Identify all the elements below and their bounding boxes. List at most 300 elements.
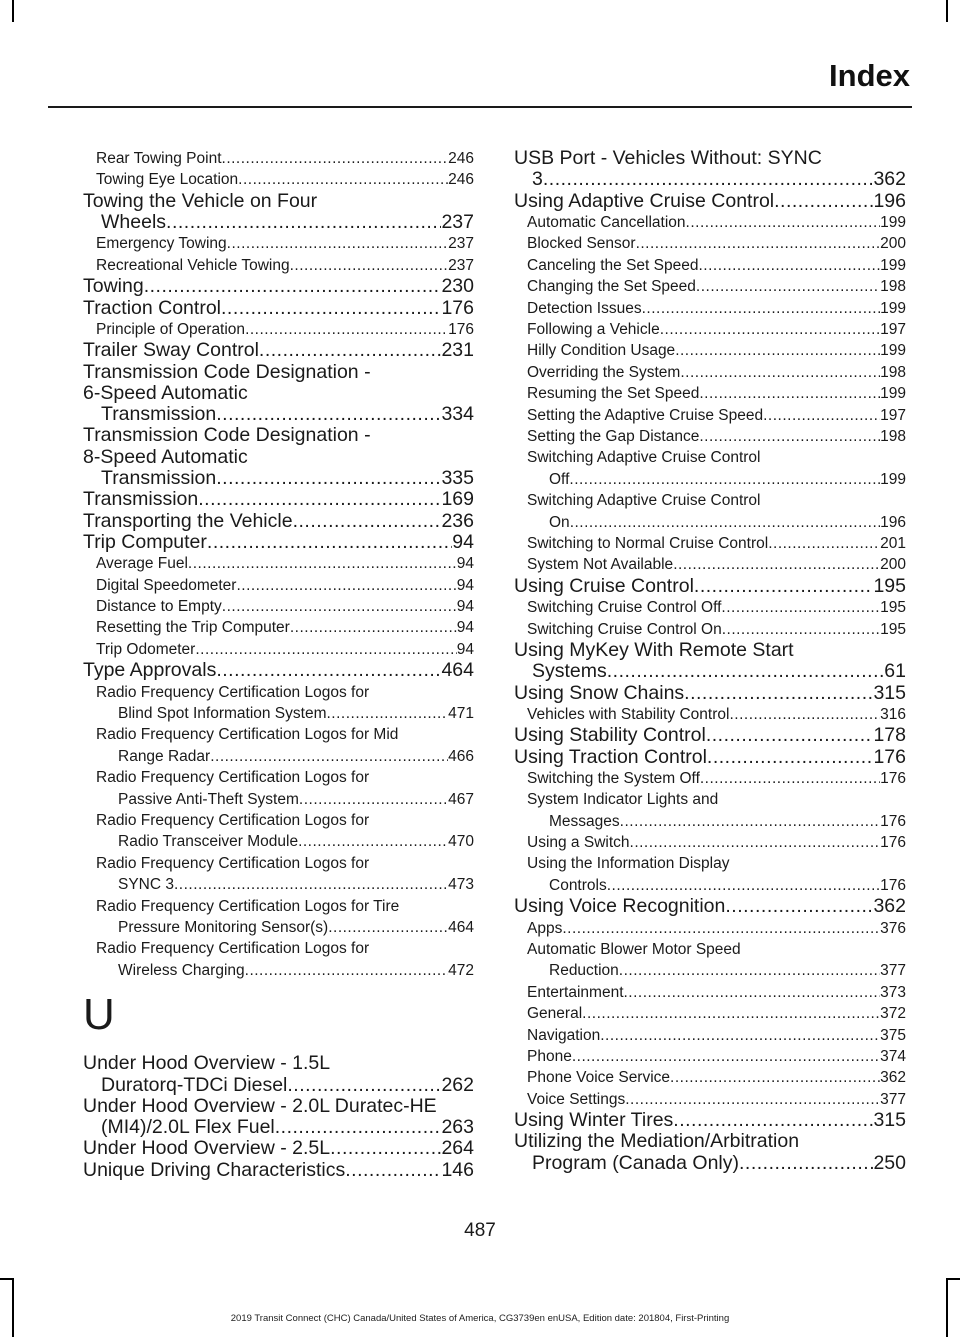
dot-leader (670, 1067, 880, 1088)
entry-label: Following a Vehicle (527, 320, 660, 338)
entry-page-number: 372 (880, 1005, 906, 1023)
dot-leader (624, 982, 881, 1003)
entry-line (514, 1110, 906, 1131)
entry-page-number: 237 (441, 211, 474, 234)
entry-page-number: 334 (441, 403, 474, 426)
entry-line (527, 426, 906, 447)
dot-leader (707, 747, 874, 768)
entry-label: Using Cruise Control (514, 574, 694, 597)
index-subentry (83, 938, 474, 981)
index-subentry (514, 704, 906, 725)
dot-leader (216, 468, 441, 489)
entry-page-number: 200 (880, 235, 906, 253)
entry-label-line: Under Hood Overview - 1.5L (83, 1052, 331, 1075)
index-subentry (514, 597, 906, 618)
entry-page-number: 236 (441, 509, 474, 532)
dot-leader (259, 340, 442, 361)
entry-label: Rear Towing Point (96, 150, 222, 167)
entry-line (527, 1089, 906, 1110)
entry-label: Switching Cruise Control On (527, 620, 722, 638)
entry-page-number: 237 (448, 235, 474, 253)
index-subentry (83, 169, 474, 190)
entry-line (83, 489, 474, 510)
entry-page-number: 196 (873, 189, 906, 212)
entry-line (527, 1067, 906, 1088)
crop-mark-bottom-right-h (946, 1278, 960, 1280)
entry-page-number: 94 (452, 530, 474, 553)
dot-leader (221, 298, 441, 319)
index-subentry (83, 575, 474, 596)
dot-leader (227, 233, 448, 254)
dot-leader (569, 469, 880, 490)
dot-leader (195, 639, 456, 660)
entry-page-number: 374 (880, 1047, 906, 1065)
entry-page-number: 199 (880, 256, 906, 274)
index-entry (514, 683, 906, 704)
index-entry (83, 1053, 474, 1096)
entry-page-number: 94 (456, 619, 474, 637)
dot-leader (739, 1153, 873, 1174)
entry-label: General (527, 1005, 583, 1023)
entry-page-number: 362 (873, 168, 906, 191)
dot-leader (673, 1110, 873, 1131)
entry-label-line: Switching Adaptive Cruise Control (527, 492, 761, 510)
index-entry (514, 896, 906, 917)
entry-page-number: 176 (880, 769, 906, 787)
entry-label: Phone (527, 1047, 572, 1065)
entry-label-line: 8-Speed Automatic (83, 445, 248, 468)
entry-page-number: 246 (448, 150, 474, 167)
index-entry (83, 191, 474, 234)
entry-page-number: 176 (448, 320, 474, 338)
entry-label: System Not Available (527, 556, 674, 574)
entry-line (514, 661, 906, 682)
entry-line (527, 233, 906, 254)
section-letter: U (83, 990, 115, 1040)
index-subentry (83, 724, 474, 767)
dot-leader (245, 960, 448, 981)
entry-label: Changing the Set Speed (527, 278, 696, 296)
entry-line (514, 576, 906, 597)
entry-line (96, 746, 474, 767)
entry-page-number: 201 (880, 534, 906, 552)
dot-leader (222, 148, 449, 169)
entry-label: Switching the System Off (527, 769, 700, 787)
entry-label: Reduction (549, 962, 619, 980)
dot-leader (582, 1003, 880, 1024)
index-entry (83, 1160, 474, 1181)
entry-label: Under Hood Overview - 2.5L (83, 1137, 331, 1160)
entry-label: Resuming the Set Speed (527, 385, 700, 403)
index-subentry (83, 553, 474, 574)
dot-leader (660, 319, 880, 340)
crop-mark-bottom-left (12, 1278, 14, 1337)
index-subentry (514, 768, 906, 789)
entry-line (527, 340, 906, 361)
entry-page-number: 195 (880, 620, 906, 638)
entry-line (96, 553, 474, 574)
dot-leader (725, 896, 873, 917)
dot-leader (694, 576, 874, 597)
entry-line (83, 1160, 474, 1181)
entry-label: Passive Anti-Theft System (118, 790, 299, 808)
entry-label: Type Approvals (83, 659, 217, 682)
entry-page-number: 94 (456, 640, 474, 658)
entry-line (96, 575, 474, 596)
entry-page-number: 199 (880, 299, 906, 317)
entry-label-line: Radio Frequency Certification Logos for (96, 854, 370, 872)
entry-line (527, 1003, 906, 1024)
index-entry (514, 1110, 906, 1131)
entry-label: Average Fuel (96, 555, 188, 573)
crop-mark-bottom-right (946, 1278, 948, 1337)
entry-label: Using Snow Chains (514, 681, 685, 704)
entry-label: Duratorq-TDCi Diesel (101, 1073, 288, 1096)
index-entry (83, 362, 474, 426)
entry-label: Emergency Towing (96, 235, 227, 253)
dot-leader (675, 340, 880, 361)
index-subentry (83, 255, 474, 276)
entry-page-number: 472 (448, 961, 474, 979)
entry-label: Entertainment (527, 983, 624, 1001)
entry-line (83, 1138, 474, 1159)
entry-label: Automatic Cancellation (527, 213, 686, 231)
index-entry (514, 191, 906, 212)
entry-line (83, 532, 474, 553)
entry-label: Pressure Monitoring Sensor(s) (118, 918, 329, 936)
crop-mark-top-left (12, 0, 14, 22)
index-entry (83, 511, 474, 532)
dot-leader (706, 725, 874, 746)
entry-page-number: 169 (441, 488, 474, 511)
dot-leader (245, 319, 448, 340)
entry-line (514, 191, 906, 212)
entry-label: Navigation (527, 1026, 601, 1044)
entry-line (527, 276, 906, 297)
entry-line (514, 747, 906, 768)
dot-leader (216, 404, 441, 425)
entry-label-line: Switching Adaptive Cruise Control (527, 449, 761, 467)
entry-label: Apps (527, 919, 563, 937)
entry-line (527, 512, 906, 533)
index-subentry (83, 810, 474, 853)
entry-page-number: 176 (441, 296, 474, 319)
dot-leader (607, 875, 880, 896)
index-subentry (83, 233, 474, 254)
entry-line (527, 533, 906, 554)
dot-leader (721, 597, 880, 618)
entry-label: Resetting the Trip Computer (96, 619, 290, 637)
entry-label: Blocked Sensor (527, 235, 636, 253)
entry-page-number: 197 (880, 320, 906, 338)
index-entry (83, 1138, 474, 1159)
entry-label: Using Adaptive Cruise Control (514, 189, 775, 212)
index-subentry (83, 596, 474, 617)
entry-label: Using Traction Control (514, 745, 707, 768)
index-subentry (83, 853, 474, 896)
entry-page-number: 176 (880, 812, 906, 830)
index-entry (83, 340, 474, 361)
entry-label-line: USB Port - Vehicles Without: SYNC (514, 147, 822, 169)
entry-label-line: Using the Information Display (527, 855, 730, 873)
entry-line (96, 789, 474, 810)
index-subentry (514, 982, 906, 1003)
entry-page-number: 198 (880, 278, 906, 296)
index-subentry (514, 426, 906, 447)
entry-page-number: 197 (880, 406, 906, 424)
entry-label: Principle of Operation (96, 320, 246, 338)
index-subentry (83, 639, 474, 660)
entry-label-line: Automatic Blower Motor Speed (527, 940, 741, 958)
dot-leader (345, 1160, 441, 1181)
entry-label: Using a Switch (527, 834, 630, 852)
entry-label: Systems (532, 660, 607, 683)
entry-line (96, 148, 474, 169)
entry-label-line: Transmission Code Designation - (83, 360, 371, 383)
entry-page-number: 176 (880, 876, 906, 894)
dot-leader (607, 661, 885, 682)
index-subentry (514, 853, 906, 896)
dot-leader (222, 596, 457, 617)
entry-label-line: Transmission Code Designation - (83, 424, 371, 447)
page-title: Index (829, 58, 910, 93)
index-entry (83, 276, 474, 297)
dot-leader (570, 512, 880, 533)
entry-line (527, 362, 906, 383)
dot-leader (600, 1025, 880, 1046)
dot-leader (619, 960, 880, 981)
entry-line (527, 597, 906, 618)
index-subentry (514, 447, 906, 490)
entry-page-number: 473 (448, 876, 474, 894)
entry-line (83, 1075, 474, 1096)
dot-leader (763, 405, 880, 426)
entry-page-number: 377 (880, 1090, 906, 1108)
entry-label: Recreational Vehicle Towing (96, 256, 290, 274)
entry-line (527, 212, 906, 233)
dot-leader (293, 511, 442, 532)
index-subentry (83, 682, 474, 725)
entry-page-number: 466 (448, 747, 474, 765)
index-subentry (514, 1089, 906, 1110)
index-subentry (514, 298, 906, 319)
dot-leader (696, 276, 880, 297)
entry-label: Using Winter Tires (514, 1109, 674, 1132)
entry-line (527, 405, 906, 426)
index-subentry (514, 939, 906, 982)
index-subentry (83, 617, 474, 638)
entry-line (527, 469, 906, 490)
entry-page-number: 94 (456, 576, 474, 594)
index-entry (514, 1131, 906, 1174)
dot-leader (236, 575, 456, 596)
index-subentry (83, 148, 474, 169)
entry-line (83, 511, 474, 532)
entry-page-number: 176 (873, 745, 906, 768)
index-subentry (514, 832, 906, 853)
index-entry (83, 489, 474, 510)
entry-line (96, 233, 474, 254)
index-subentry (514, 554, 906, 575)
dot-leader (144, 276, 442, 297)
entry-label-line: Using MyKey With Remote Start (514, 638, 794, 661)
entry-page-number: 263 (441, 1116, 474, 1139)
entry-label-line: Radio Frequency Certification Logos for Mid (96, 726, 399, 744)
entry-page-number: 198 (880, 363, 906, 381)
entry-page-number: 315 (873, 681, 906, 704)
entry-page-number: 146 (441, 1158, 474, 1181)
entry-page-number: 316 (880, 705, 906, 723)
entry-label-line: System Indicator Lights and (527, 791, 719, 809)
index-entry (514, 576, 906, 597)
dot-leader (290, 617, 457, 638)
entry-line (96, 874, 474, 895)
dot-leader (188, 553, 457, 574)
entry-page-number: 464 (441, 659, 474, 682)
entry-line (527, 554, 906, 575)
entry-page-number: 464 (448, 918, 474, 936)
index-subentry (514, 1046, 906, 1067)
entry-page-number: 178 (873, 724, 906, 747)
index-subentry (514, 619, 906, 640)
entry-label: Transmission (101, 467, 217, 489)
entry-page-number: 373 (880, 983, 906, 1001)
entry-label: Phone Voice Service (527, 1069, 671, 1087)
dot-leader (680, 362, 880, 383)
entry-page-number: 195 (880, 599, 906, 617)
entry-page-number: 315 (873, 1109, 906, 1132)
entry-label: Using Stability Control (514, 724, 706, 747)
entry-label: Switching Cruise Control Off (527, 599, 722, 617)
entry-line (96, 960, 474, 981)
entry-page-number: 375 (880, 1026, 906, 1044)
dot-leader (207, 532, 452, 553)
entry-line (527, 298, 906, 319)
entry-label: Controls (549, 876, 607, 894)
entry-line (527, 918, 906, 939)
entry-line (96, 917, 474, 938)
entry-label: Trailer Sway Control (83, 339, 259, 362)
entry-line (96, 703, 474, 724)
entry-page-number: 335 (441, 467, 474, 489)
dot-leader (729, 704, 880, 725)
index-subentry (514, 789, 906, 832)
header-divider (48, 106, 912, 108)
dot-leader (636, 233, 881, 254)
entry-page-number: 237 (448, 256, 474, 274)
index-subentry (514, 233, 906, 254)
index-subentry (83, 319, 474, 340)
entry-line (96, 639, 474, 660)
entry-label: Range Radar (118, 747, 211, 765)
entry-label-line: Towing the Vehicle on Four (83, 189, 318, 212)
dot-leader (166, 212, 441, 233)
entry-line (527, 255, 906, 276)
entry-page-number: 377 (880, 962, 906, 980)
index-subentry (83, 767, 474, 810)
entry-page-number: 199 (880, 385, 906, 403)
entry-line (527, 383, 906, 404)
entry-page-number: 264 (441, 1137, 474, 1160)
entry-line (96, 255, 474, 276)
entry-label: Distance to Empty (96, 598, 222, 615)
entry-page-number: 195 (873, 574, 906, 597)
entry-page-number: 362 (873, 895, 906, 918)
entry-line (83, 660, 474, 681)
entry-page-number: 94 (456, 555, 474, 573)
entry-label-line: Radio Frequency Certification Logos for (96, 811, 370, 829)
dot-leader (699, 383, 880, 404)
entry-label: Towing (83, 275, 144, 298)
dot-leader (330, 1138, 441, 1159)
index-subentry (514, 405, 906, 426)
dot-leader (210, 746, 448, 767)
entry-line (83, 340, 474, 361)
entry-label: Wireless Charging (118, 961, 245, 979)
entry-label: Hilly Condition Usage (527, 342, 676, 360)
dot-leader (684, 683, 873, 704)
dot-leader (327, 703, 449, 724)
entry-line (527, 1025, 906, 1046)
entry-label: Digital Speedometer (96, 576, 237, 594)
entry-label: SYNC 3 (118, 876, 174, 894)
entry-page-number: 362 (880, 1069, 906, 1087)
entry-page-number: 200 (880, 556, 906, 574)
entry-label-line: Radio Frequency Certification Logos for (96, 683, 370, 701)
entry-line (527, 704, 906, 725)
dot-leader (625, 1089, 880, 1110)
entry-line (527, 875, 906, 896)
entry-line (527, 619, 906, 640)
entry-page-number: 470 (448, 833, 474, 851)
entry-label: Unique Driving Characteristics (83, 1158, 346, 1181)
entry-label: Vehicles with Stability Control (527, 705, 730, 723)
index-entry (514, 640, 906, 683)
dot-leader (174, 874, 448, 895)
entry-page-number: 94 (456, 598, 474, 615)
dot-leader (699, 426, 880, 447)
dot-leader (290, 255, 449, 276)
entry-line (96, 596, 474, 617)
dot-leader (620, 811, 880, 832)
entry-label: Traction Control (83, 296, 221, 319)
index-entry (83, 1096, 474, 1139)
entry-label: Program (Canada Only) (532, 1151, 739, 1174)
index-subentry (514, 533, 906, 554)
index-column-right (514, 148, 906, 1174)
dot-leader (299, 789, 448, 810)
entry-label-line: Radio Frequency Certification Logos for (96, 940, 370, 958)
dot-leader (287, 1075, 441, 1096)
dot-leader (572, 1046, 880, 1067)
index-subentry (514, 212, 906, 233)
entry-page-number: 199 (880, 470, 906, 488)
entry-page-number: 198 (880, 427, 906, 445)
dot-leader (642, 298, 881, 319)
entry-label: Transporting the Vehicle (83, 509, 293, 532)
index-entry (83, 425, 474, 489)
index-subentry (514, 1025, 906, 1046)
index-subentry (514, 383, 906, 404)
entry-line (527, 832, 906, 853)
entry-label: Using Voice Recognition (514, 895, 726, 918)
entry-label-line: Under Hood Overview - 2.0L Duratec-HE (83, 1094, 437, 1117)
index-subentry (514, 1067, 906, 1088)
entry-page-number: 199 (880, 342, 906, 360)
entry-line (514, 1153, 906, 1174)
entry-page-number: 262 (441, 1073, 474, 1096)
entry-line (514, 896, 906, 917)
